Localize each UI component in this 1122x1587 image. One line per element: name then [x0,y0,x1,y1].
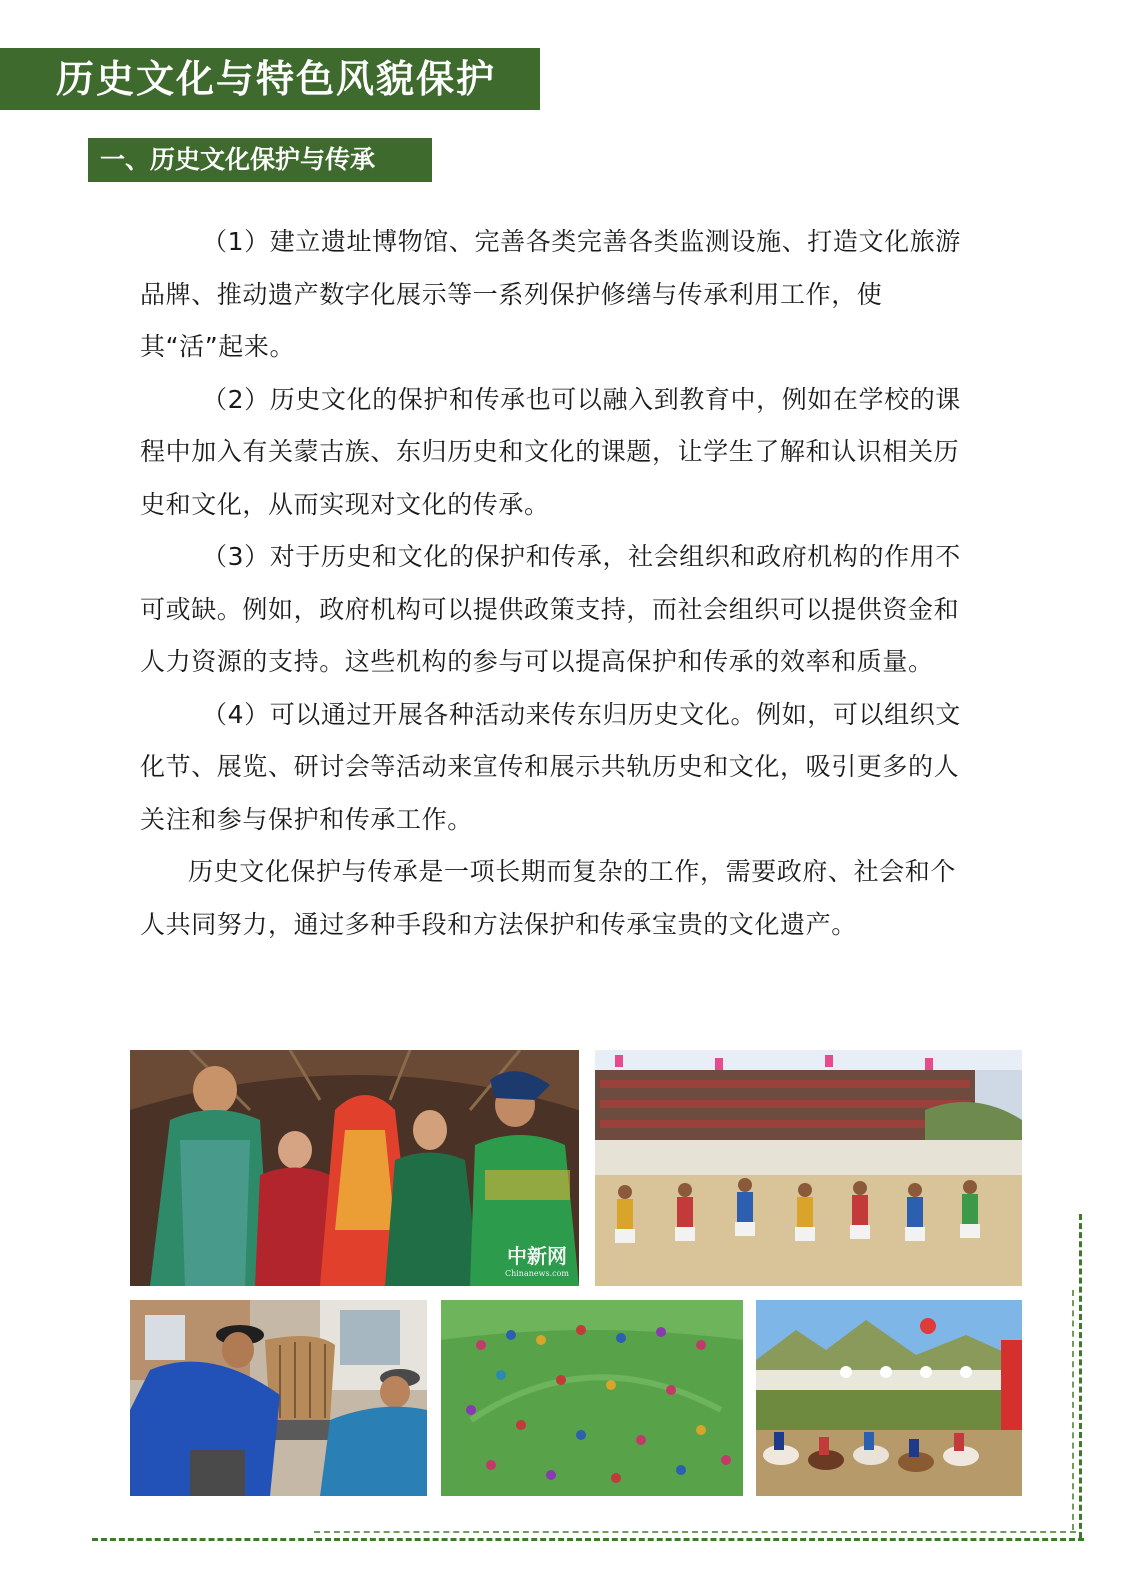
photo-horse-race [756,1300,1022,1496]
paragraph-3: （3）对于历史和文化的保护和传承，社会组织和政府机构的作用不可或缺。例如，政府机构可以提供政策支持，而社会组织可以提供资金和人力资源的支持。这些机构的参与可以提高保护和传承的效率和质量。 [140,542,961,676]
paragraph-2: （2）历史文化的保护和传承也可以融入到教育中，例如在学校的课程中加入有关蒙古族、东归历史和文化的课题，让学生了解和认识相关历史和文化，从而实现对文化的传承。 [140,384,961,519]
page-title: 历史文化与特色风貌保护 [56,57,497,101]
border-dash-bottom-inner [314,1531,1076,1533]
section-title: 一、历史文化保护与传承 [100,145,376,174]
body-text [140,216,975,951]
paragraph-1: （1）建立遗址博物馆、完善各类完善各类监测设施、打造文化旅游品牌、推动遗产数字化展示等一系列保护修缮与传承利用工作，使其“活”起来。 [140,227,961,361]
summary-paragraph: 历史文化保护与传承是一项长期而复杂的工作，需要政府、社会和个人共同努力，通过多种手段和方法保护和传承宝贵的文化遗产。 [140,857,957,939]
photo-mongolian-wedding [130,1050,579,1286]
photo-watermark: 中新网 Chinanews.com [504,1244,569,1278]
paragraph-4: （4）可以通过开展各种活动来传东归历史文化。例如，可以组织文化节、展览、研讨会等活动来宣传和展示共轨历史和文化，吸引更多的人关注和参与保护和传承工作。 [140,699,961,834]
photo-grassland-dance [441,1300,743,1496]
border-dash-right [1079,1214,1082,1538]
photo-dairy-making [130,1300,427,1496]
border-dash-bottom [92,1538,1084,1541]
border-dash-right-inner [1072,1290,1074,1530]
photo-festival-dance [595,1050,1022,1286]
